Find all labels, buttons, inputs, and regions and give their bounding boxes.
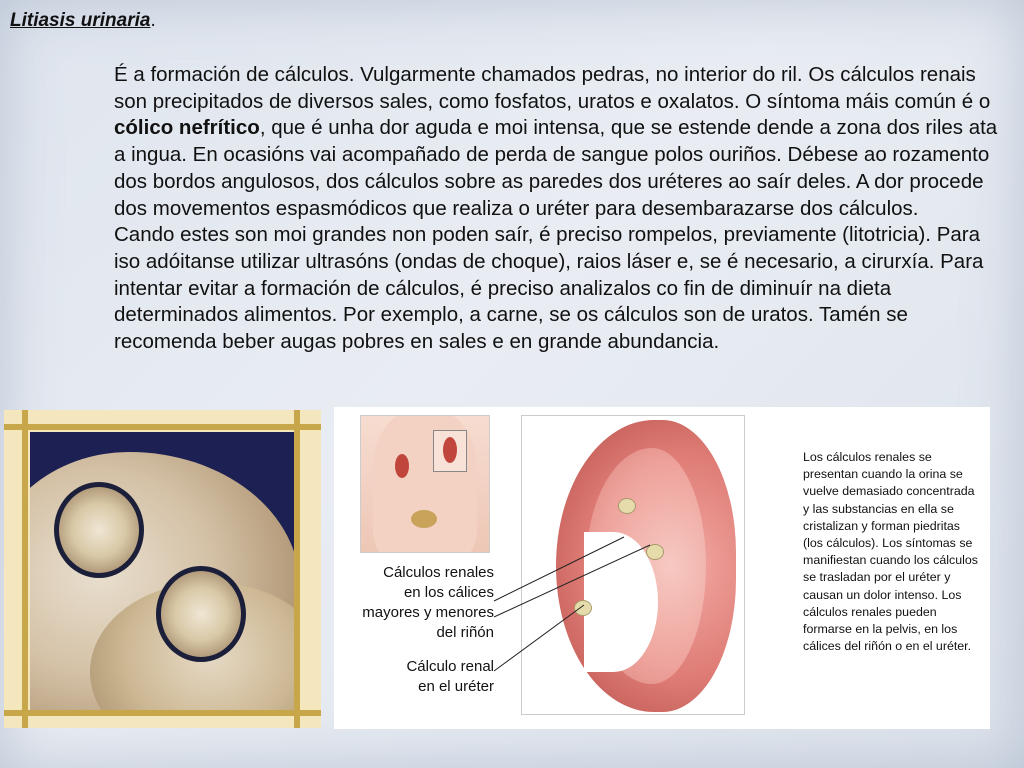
leader-line-2 bbox=[494, 545, 650, 617]
label-calices-line-1: Cálculos renales bbox=[383, 564, 494, 581]
label-ureter-line-2: en el uréter bbox=[418, 678, 494, 695]
label-calices bbox=[334, 563, 494, 643]
label-ureter-line-1: Cálculo renal bbox=[406, 658, 494, 675]
paragraph-1-bold: cólico nefrítico bbox=[114, 116, 260, 140]
paragraph-2: Cando estes son moi grandes non poden saír, é preciso rompelos, previamente (litotricia). Para iso adóitanse utilizar ultrasóns (ondas de choque), raios láser e, se é necesario, a cirurxía. Para intentar evitar a formación de cálculos, é preciso analizalos co fin de diminuír na dieta determinados alimentos. Por exemplo, a carne, se os cálculos son de uratos. Tamén se recomenda beber augas pobres en sales e en grande abundancia. bbox=[114, 223, 984, 354]
kidney-diagram-panel bbox=[334, 407, 990, 729]
body-text bbox=[10, 62, 1000, 356]
title-punct: . bbox=[150, 10, 156, 31]
frame-bar-bottom bbox=[4, 710, 321, 716]
label-calices-line-4: del riñón bbox=[436, 624, 494, 641]
leader-line-3 bbox=[494, 605, 584, 671]
paragraph-1-before: É a formación de cálculos. Vulgarmente chamados pedras, no interior do ril. Os cálculos renais son precipitados de diversos sales, como fosfatos, uratos e oxalatos. O síntoma máis común é o bbox=[114, 63, 991, 113]
kidney-stone-photo bbox=[4, 410, 321, 728]
label-calices-line-2: en los cálices bbox=[403, 584, 494, 601]
frame-bar-left bbox=[22, 410, 28, 728]
title-text: Litiasis urinaria bbox=[10, 10, 151, 31]
stone-magnifier-1 bbox=[54, 482, 144, 578]
leader-line-1 bbox=[494, 537, 624, 601]
frame-bar-top bbox=[4, 424, 321, 430]
frame-bar-right bbox=[294, 410, 300, 728]
diagram-caption: Los cálculos renales se presentan cuando la orina se vuelve demasiado concentrada y las substancias en ella se cristalizan y forman piedritas (los cálculos). Los síntomas se manifiestan cuando los cálculos se trasladan por el uréter y causan un dolor intenso. Los cálculos renales pueden formarse en la pelvis, en los cálices del riñón o en el uréter. bbox=[803, 450, 978, 654]
paragraph-1-after: , que é unha dor aguda e moi intensa, que se estende dende a zona dos riles ata a ingua. En ocasións vai acompañado de perda de sangue polos ouriños. Débese ao rozamento dos bordos angulosos, dos cálculos sobre as paredes dos uréteres ao saír deles. A dor procede dos movementos espasmódicos que realiza o uréter para desembarazarse dos cálculos. bbox=[114, 116, 998, 220]
label-calices-line-3: mayores y menores bbox=[362, 604, 494, 621]
photo-inner bbox=[30, 432, 300, 715]
stone-magnifier-2 bbox=[156, 566, 246, 662]
paragraph-1 bbox=[10, 62, 1000, 222]
slide-title bbox=[10, 10, 156, 32]
label-ureter bbox=[334, 657, 494, 697]
